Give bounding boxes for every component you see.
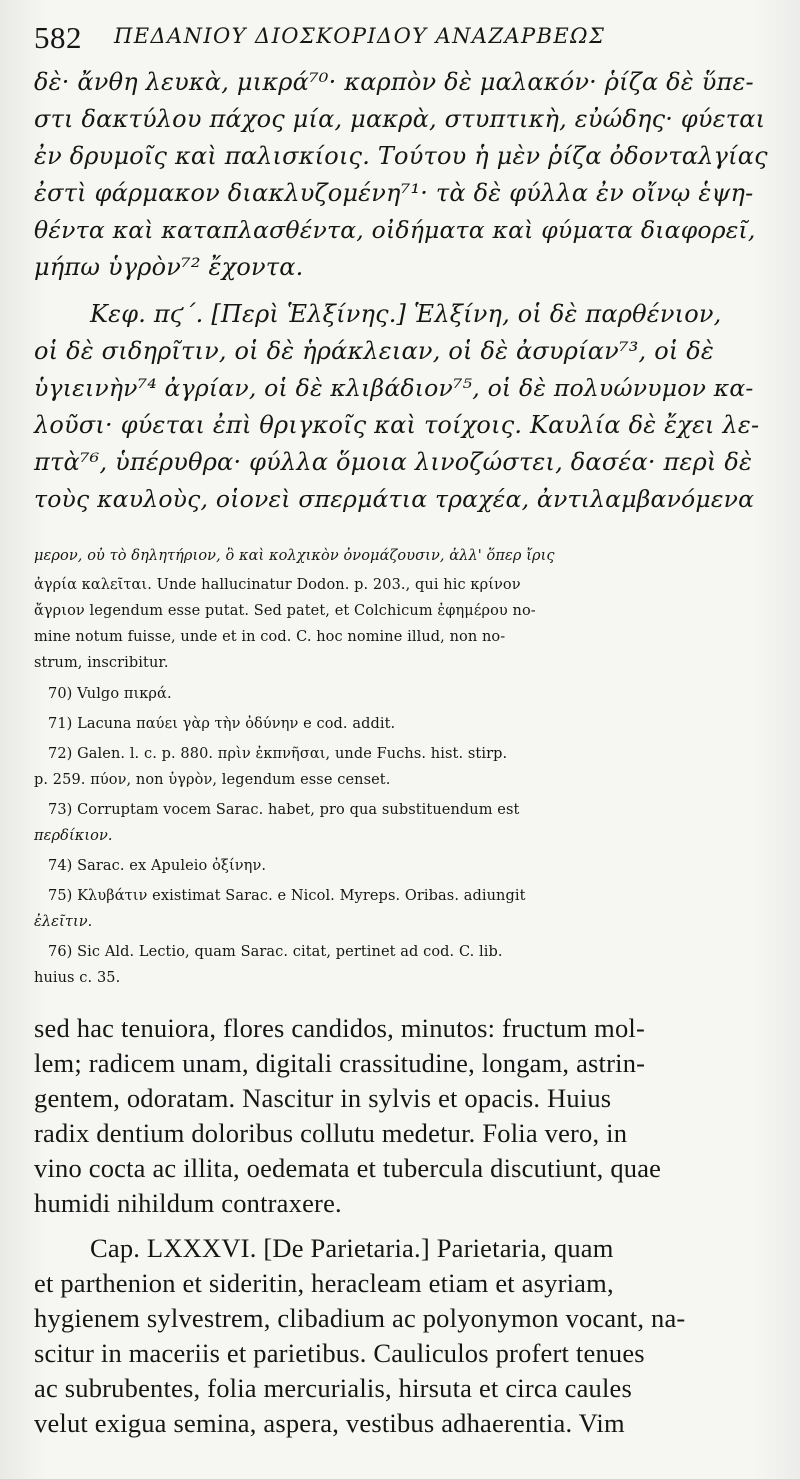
latin-line: velut exigua semina, aspera, vestibus adhaerentia. Vim [34,1408,625,1438]
footnote-75: 75) Κλυβάτιν existimat Sarac. e Nicol. Myreps. Oribas. adiungit [48,888,526,904]
greek-line: δὲ· ἄνθη λευκὰ, μικρά⁷⁰· καρπὸν δὲ μαλακόν· ῥίζα δὲ ὕπε- [34,68,754,96]
greek-line: στι δακτύλου πάχος μία, μακρὰ, στυπτικὴ, εὐώδης· φύεται [34,105,766,133]
footnote-line: ἄγριον legendum esse putat. Sed patet, et Colchicum ἐφημέρου no- [34,603,536,619]
latin-line: hygienem sylvestrem, clibadium ac polyonymon vocant, na- [34,1303,686,1333]
latin-line: ac subrubentes, folia mercurialis, hirsuta et circa caules [34,1373,633,1403]
footnote-line: mine notum fuisse, unde et in cod. C. hoc nomine illud, non no- [34,629,506,645]
footnote-72: 72) Galen. l. c. p. 880. πρὶν ἐκπνῆσαι, unde Fuchs. hist. stirp. [48,746,508,762]
greek-line: ἐστὶ φάρμακον διακλυζομένη⁷¹· τὰ δὲ φύλλα ἐν οἴνῳ ἑψη- [34,179,754,207]
latin-line: Cap. LXXXVI. [De Parietaria.] Parietaria, quam [90,1233,614,1263]
latin-line: lem; radicem unam, digitali crassitudine, longam, astrin- [34,1048,646,1078]
footnote-line: ἀγρία καλεῖται. Unde hallucinatur Dodon. p. 203., qui hic κρίνον [34,577,521,593]
greek-line: Κεφ. πϛ΄. [Περὶ Ἑλξίνης.] Ἑλξίνη, οἱ δὲ παρθένιον, [90,300,722,328]
greek-line: ἐν δρυμοῖς καὶ παλισκίοις. Τούτου ἡ μὲν ῥίζα ὀδονταλγίας [34,142,768,170]
latin-line: scitur in maceriis et parietibus. Cauliculos profert tenues [34,1338,645,1368]
footnote-line: huius c. 35. [34,970,121,986]
latin-line: sed hac tenuiora, flores candidos, minutos: fructum mol- [34,1013,645,1043]
footnote-73: 73) Corruptam vocem Sarac. habet, pro qua substituendum est [48,802,520,818]
greek-line: πτὰ⁷⁶, ὑπέρυθρα· φύλλα ὅμοια λινοζώστει, δασέα· περὶ δὲ [34,448,753,476]
greek-line: λοῦσι· φύεται ἐπὶ θριγκοῖς καὶ τοίχοις. Καυλία δὲ ἔχει λε- [34,411,760,439]
latin-line: radix dentium doloribus collutu medetur. Folia vero, in [34,1118,628,1148]
footnote-70: 70) Vulgo πικρά. [48,686,172,702]
latin-line: et parthenion et sideritin, heracleam etiam et asyriam, [34,1268,614,1298]
latin-line: gentem, odoratam. Nascitur in sylvis et opacis. Huius [34,1083,612,1113]
footnote-71: 71) Lacuna παύει γὰρ τὴν ὀδύνην e cod. addit. [48,716,396,732]
latin-line: humidi nihildum contraxere. [34,1188,342,1218]
latin-line: vino cocta ac illita, oedemata et tubercula discutiunt, quae [34,1153,662,1183]
greek-line: ὑγιεινὴν⁷⁴ ἀγρίαν, οἱ δὲ κλιβάδιον⁷⁵, οἱ δὲ πολυώνυμον κα- [34,374,754,402]
footnote-line: ἐλεῖτιν. [34,914,93,930]
page-number: 582 [34,20,82,55]
greek-line: τοὺς καυλοὺς, οἱονεὶ σπερμάτια τραχέα, ἀντιλαμβανόμενα [34,485,755,513]
greek-line: οἱ δὲ σιδηρῖτιν, οἱ δὲ ἡράκλειαν, οἱ δὲ ἀσυρίαν⁷³, οἱ δὲ [34,337,715,365]
footnote-74: 74) Sarac. ex Apuleio ὀξίνην. [48,858,267,874]
running-head: ΠΕΔΑΝΙΟΥ ΔΙΟΣΚΟΡΙΔΟΥ ΑΝΑΖΑΡΒΕΩΣ [114,24,606,48]
footnote-line: p. 259. πύον, non ὑγρὸν, legendum esse censet. [34,772,391,788]
footnote-line: περδίκιον. [34,828,113,844]
page-header [34,14,774,64]
footnote-line: μερον, οὐ τὸ δηλητήριον, ὃ καὶ κολχικὸν ὀνομάζουσιν, ἀλλ' ὅπερ ἴρις [34,548,555,564]
footnote-76: 76) Sic Ald. Lectio, quam Sarac. citat, pertinet ad cod. C. lib. [48,944,503,960]
footnote-line: strum, inscribitur. [34,655,169,671]
greek-line: θέντα καὶ καταπλασθέντα, οἰδήματα καὶ φύματα διαφορεῖ, [34,216,756,244]
greek-line: μήπω ὑγρὸν⁷² ἔχοντα. [34,253,304,281]
